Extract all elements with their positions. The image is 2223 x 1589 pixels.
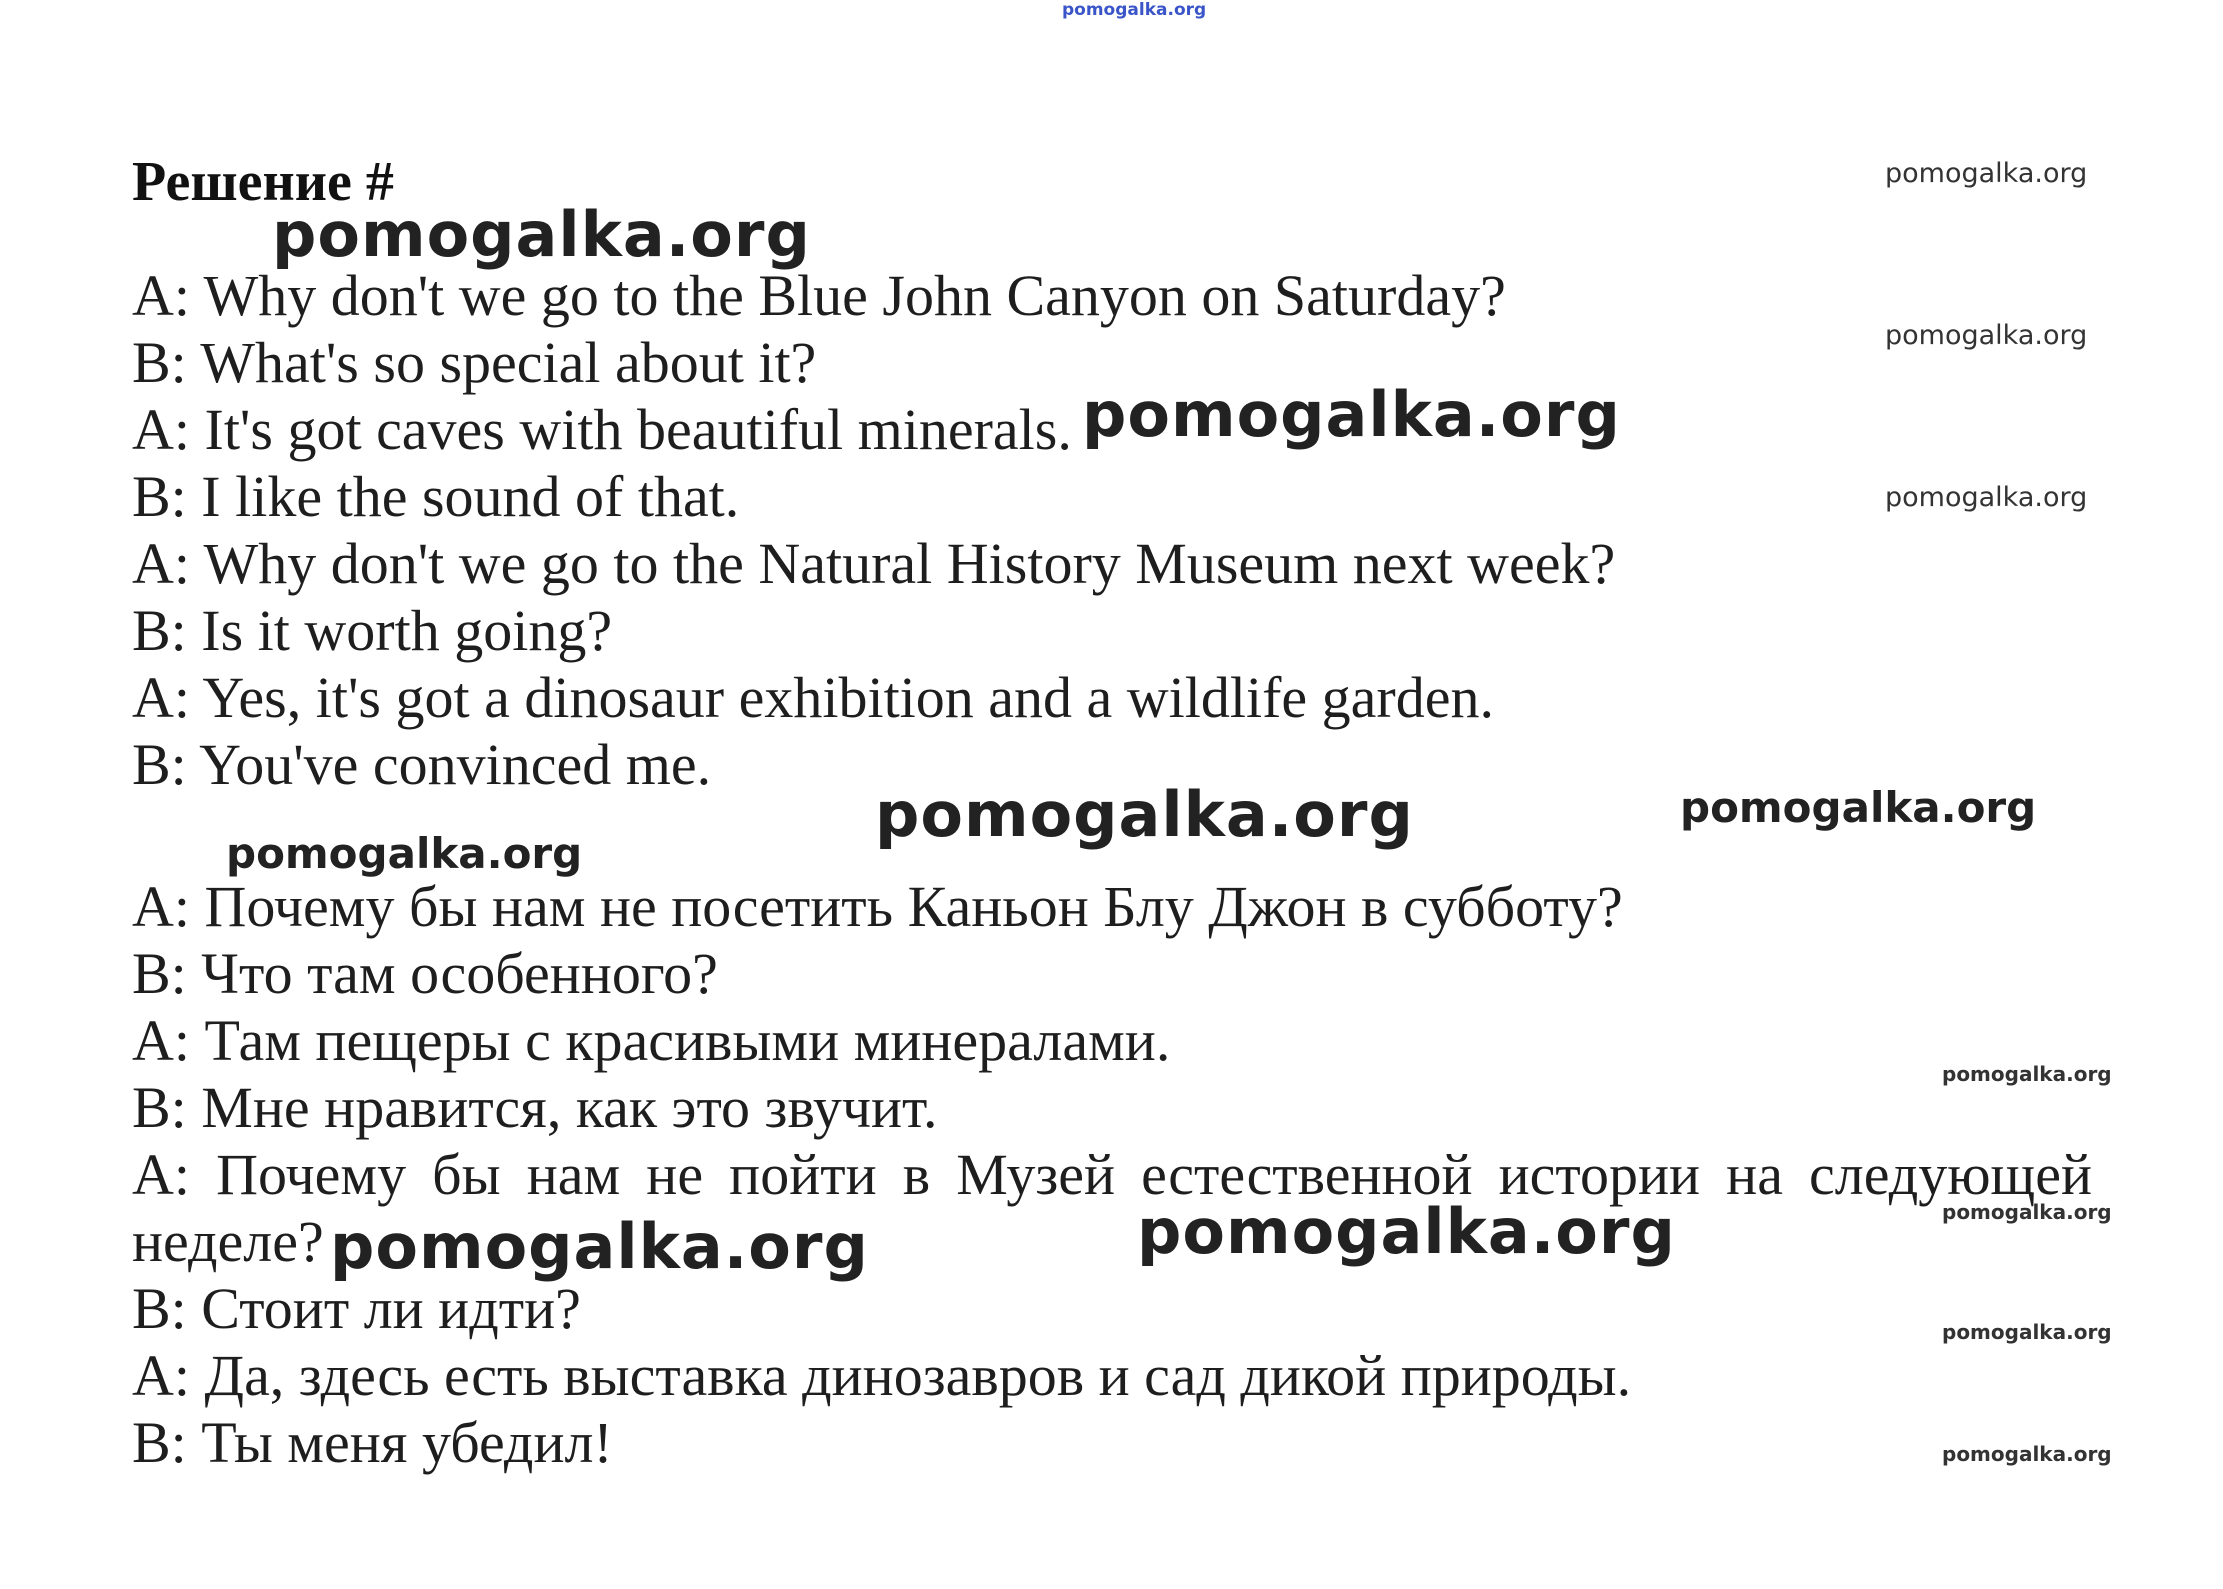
dialogue-line: B: What's so special about it? bbox=[132, 330, 817, 395]
dialogue-english bbox=[132, 262, 2092, 798]
watermark: pomogalka.org bbox=[1885, 158, 2088, 189]
dialogue-line: B: Ты меня убедил! bbox=[132, 1410, 613, 1475]
watermark: pomogalka.org bbox=[330, 1210, 869, 1283]
dialogue-line: B: Мне нравится, как это звучит. bbox=[132, 1075, 938, 1140]
dialogue-line: A: Почему бы нам не посетить Каньон Блу Джон в субботу? bbox=[132, 874, 1623, 939]
dialogue-line: A: It's got caves with beautiful minerals. bbox=[132, 397, 1072, 462]
dialogue-line: A: Там пещеры с красивыми минералами. bbox=[132, 1008, 1171, 1073]
dialogue-line: B: I like the sound of that. bbox=[132, 464, 740, 529]
watermark: pomogalka.org bbox=[1885, 482, 2088, 513]
dialogue-russian bbox=[132, 873, 2092, 1476]
watermark: pomogalka.org bbox=[1942, 1200, 2112, 1224]
dialogue-line: B: Что там особенного? bbox=[132, 941, 718, 1006]
watermark: pomogalka.org bbox=[1082, 378, 1621, 451]
watermark: pomogalka.org bbox=[1942, 1062, 2112, 1086]
watermark: pomogalka.org bbox=[272, 198, 811, 271]
dialogue-line: B: Is it worth going? bbox=[132, 598, 613, 663]
watermark: pomogalka.org bbox=[226, 829, 583, 878]
dialogue-line: B: You've convinced me. bbox=[132, 732, 712, 797]
dialogue-line: A: Yes, it's got a dinosaur exhibition and a wildlife garden. bbox=[132, 665, 1494, 730]
watermark: pomogalka.org bbox=[1885, 320, 2088, 351]
watermark: pomogalka.org bbox=[1137, 1195, 1676, 1268]
watermark: pomogalka.org bbox=[1680, 783, 2037, 832]
header-watermark: pomogalka.org bbox=[1062, 0, 1207, 20]
dialogue-line: A: Да, здесь есть выставка динозавров и сад дикой природы. bbox=[132, 1343, 1632, 1408]
dialogue-line: неделе? bbox=[132, 1209, 324, 1274]
page-title: Решение # bbox=[132, 151, 394, 213]
watermark: pomogalka.org bbox=[1942, 1442, 2112, 1466]
dialogue-line: A: Why don't we go to the Natural History Museum next week? bbox=[132, 531, 1616, 596]
watermark: pomogalka.org bbox=[1942, 1320, 2112, 1344]
dialogue-line: B: Стоит ли идти? bbox=[132, 1276, 581, 1341]
dialogue-line: A: Почему бы нам не пойти в Музей естественной истории на следующей bbox=[132, 1142, 2092, 1207]
dialogue-line: A: Why don't we go to the Blue John Canyon on Saturday? bbox=[132, 263, 1506, 328]
watermark: pomogalka.org bbox=[875, 778, 1414, 851]
